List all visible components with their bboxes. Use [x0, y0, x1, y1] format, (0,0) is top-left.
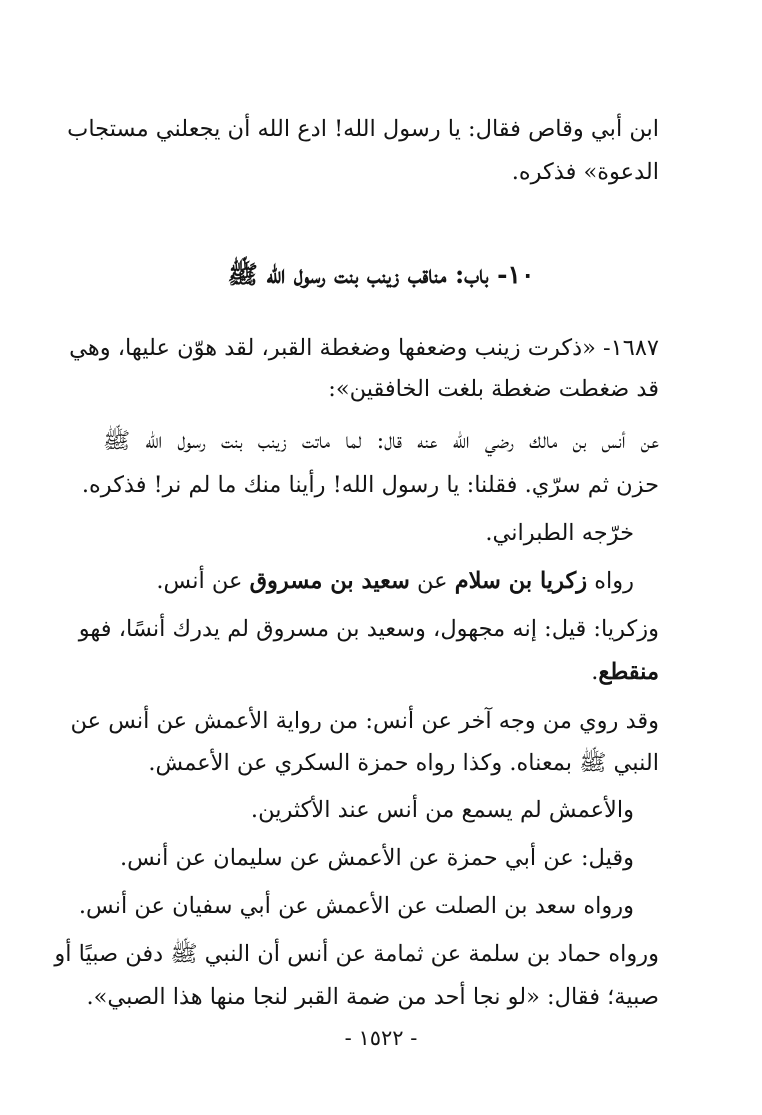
zakariya-line-2-end: .: [591, 659, 599, 685]
riwaya-mid: عن: [409, 568, 455, 594]
qila-line: وقيل: عن أبي حمزة عن الأعمش عن سليمان عن أنس.: [119, 845, 634, 871]
chapter-heading: ١٠- باب: مناقب زينب بنت رسول الله ﷺ: [227, 260, 535, 289]
riwaya-pre: رواه: [587, 568, 634, 594]
saad-line: ورواه سعد بن الصلت عن الأعمش عن أبي سفيان عن أنس.: [78, 893, 634, 919]
hadith-line-1: ١٦٨٧- «ذكرت زينب وضعفها وضغطة القبر، لقد هوّن عليها، وهي: [69, 335, 659, 361]
amash-line: والأعمش لم يسمع من أنس عند الأكثرين.: [250, 797, 634, 823]
narrator-said: سعيد بن مسروق: [249, 568, 410, 594]
narrator-zakariya: زكريا بن سلام: [454, 568, 588, 594]
page-number: - ١٥٢٢ -: [344, 1026, 418, 1050]
wajh-line-1: وقد روي من وجه آخر عن أنس: من رواية الأعمش عن أنس عن: [70, 708, 659, 734]
hammad-line-1: ورواه حماد بن سلمة عن ثمامة عن أنس أن النبي ﷺ دفن صبيًا أو: [54, 941, 659, 967]
anas-line-1: عن أنس بن مالك رضي الله عنه قال: لما ماتت زينب بنت رسول الله ﷺ: [103, 428, 659, 454]
intro-line-1: ابن أبي وقاص فقال: يا رسول الله! ادع الله أن يجعلني مستجاب: [67, 116, 659, 142]
intro-line-2: الدعوة» فذكره.: [511, 159, 659, 185]
wajh-line-2: النبي ﷺ بمعناه. وكذا رواه حمزة السكري عن الأعمش.: [148, 750, 659, 776]
zakariya-line-2: [103, 657, 659, 687]
hammad-line-2: صبية؛ فقال: «لو نجا أحد من ضمة القبر لنجا منها هذا الصبي».: [86, 984, 659, 1010]
takhrij-line: خرّجه الطبراني.: [485, 520, 634, 546]
munqati-word: منقطع: [598, 659, 659, 685]
hadith-line-2: قد ضغطت ضغطة بلغت الخافقين»:: [328, 376, 659, 402]
anas-line-2: حزن ثم سرّي. فقلنا: يا رسول الله! رأينا منك ما لم نر! فذكره.: [81, 472, 659, 498]
zakariya-line-1: وزكريا: قيل: إنه مجهول، وسعيد بن مسروق لم يدرك أنسًا، فهو: [78, 616, 659, 642]
riwaya-line: [78, 566, 634, 596]
riwaya-post: عن أنس.: [156, 568, 250, 594]
